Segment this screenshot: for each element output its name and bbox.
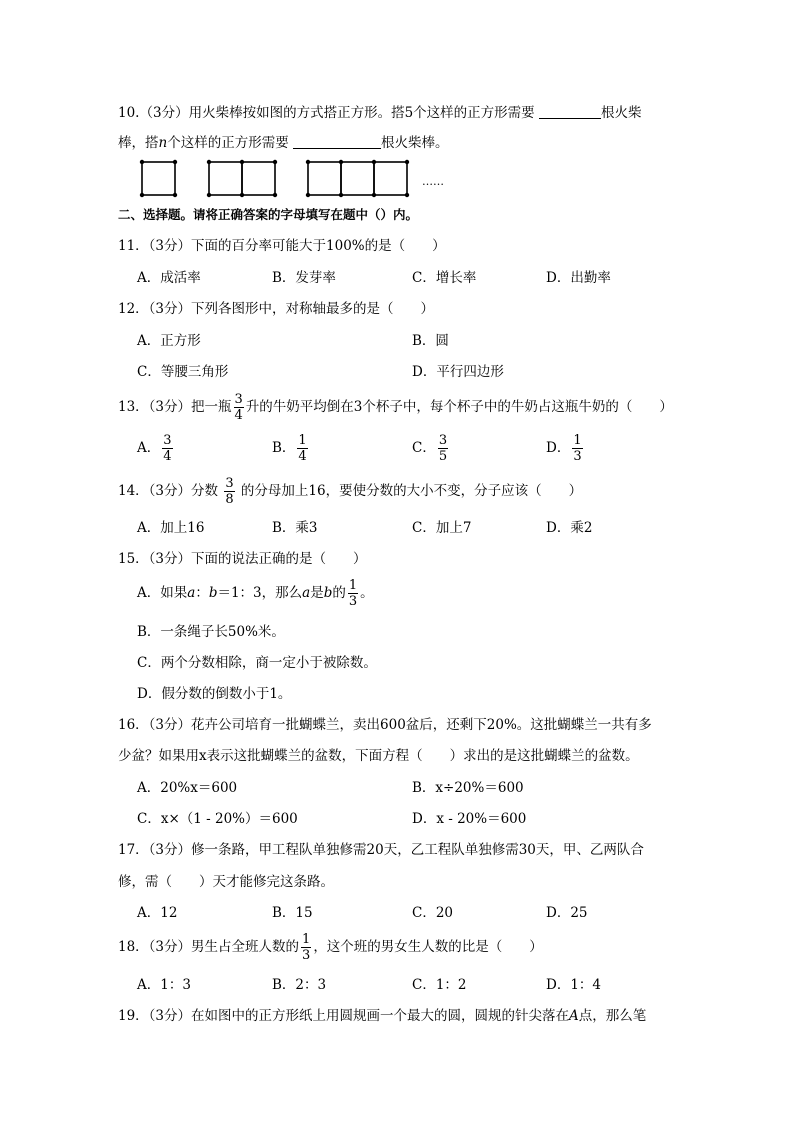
fraction-denominator: 4: [234, 408, 243, 423]
question-11-option-c[interactable]: C．增长率: [412, 270, 477, 286]
fraction-1-3: [348, 579, 358, 608]
question-12-option-b[interactable]: B．圆: [412, 333, 449, 349]
question-12-option-a[interactable]: A．正方形: [137, 333, 201, 349]
point-A-label: A: [569, 1008, 579, 1024]
section-2-heading: 二、选择题。请将正确答案的字母填写在题中（）内。: [118, 207, 419, 222]
matchstick-square-2a: [209, 162, 242, 195]
matchstick-square-1: [142, 162, 175, 195]
option-fraction: [297, 434, 307, 463]
fraction-3-4: [234, 393, 244, 422]
question-18-option-c[interactable]: C．1：2: [412, 977, 467, 993]
question-16-line-2: 少盆？如果用x表示这批蝴蝶兰的盆数，下面方程（ ）求出的是这批蝴蝶兰的盆数。: [118, 748, 639, 764]
option-text: ：: [195, 585, 209, 601]
fraction-denominator: 4: [298, 449, 307, 464]
fraction-numerator: 1: [298, 433, 307, 448]
question-text: 根火柴棒。: [381, 135, 449, 151]
question-text: 用火柴棒按如图的方式搭正方形。搭5个这样的正方形需要: [188, 105, 539, 121]
option-text: ＝1：3，那么: [217, 585, 303, 601]
question-text: 根火柴: [600, 105, 642, 121]
question-10-line-2: [118, 133, 449, 153]
fraction-denominator: 3: [302, 948, 311, 963]
question-13-option-d[interactable]: [546, 433, 585, 463]
question-text: 19．（3分）在如图中的正方形纸上用圆规画一个最大的圆，圆规的针尖落在: [118, 1008, 570, 1024]
option-label: A．: [137, 440, 161, 456]
question-14-option-d[interactable]: D．乘2: [546, 520, 593, 536]
fraction-numerator: 3: [234, 392, 243, 407]
question-text: 点，那么笔: [578, 1008, 647, 1024]
question-13-option-c[interactable]: [412, 433, 450, 463]
question-text: 18．（3分）男生占全班人数的: [118, 939, 300, 955]
matchstick-square-3b: [341, 162, 374, 195]
question-13-stem: [118, 392, 673, 422]
option-label: C．: [412, 440, 436, 456]
question-11-option-b[interactable]: B．发芽率: [272, 270, 336, 286]
variable-b: b: [208, 585, 218, 601]
matchstick-square-3c: [374, 162, 407, 195]
question-16-line-1: 16．（3分）花卉公司培育一批蝴蝶兰，卖出600盆后，还剩下20%。这批蝴蝶兰一共有多: [118, 717, 652, 733]
question-text: 14．（3分）分数: [118, 483, 223, 499]
question-text: 棒，搭: [118, 135, 159, 151]
fraction-denominator: 8: [225, 492, 234, 507]
question-text: ，这个班的男女生人数的比是（ ）: [313, 939, 543, 955]
question-17-option-a[interactable]: A．12: [137, 905, 178, 921]
question-15-option-b[interactable]: B．一条绳子长50%米。: [137, 624, 285, 640]
question-text: 13．（3分）把一瓶: [118, 399, 232, 415]
matchstick-square-3a: [308, 162, 341, 195]
question-number: 10.: [118, 105, 140, 121]
question-text: 的分母加上16，要使分数的大小不变，分子应该（ ）: [236, 483, 583, 499]
question-11-stem: 11．（3分）下面的百分率可能大于100%的是（ ）: [118, 238, 446, 254]
question-18-option-a[interactable]: A．1：3: [137, 977, 191, 993]
fraction-denominator: 4: [163, 449, 172, 464]
option-label: D．: [546, 440, 571, 456]
matchstick-squares-figure: [132, 154, 452, 200]
variable-a: a: [302, 585, 311, 601]
fraction-1-3: [301, 933, 311, 962]
question-13-option-a[interactable]: [137, 433, 175, 463]
question-19-stem: [118, 1006, 646, 1026]
question-text: 升的牛奶平均倒在3个杯子中，每个杯子中的牛奶占这瓶牛奶的（ ）: [245, 399, 673, 415]
fraction-3-8: [224, 477, 234, 506]
question-15-option-c[interactable]: C．两个分数相除，商一定小于被除数。: [137, 655, 377, 671]
question-17-option-b[interactable]: B．15: [272, 905, 313, 921]
question-16-option-c[interactable]: C．x×（1 - 20%）＝600: [137, 811, 298, 827]
question-14-option-b[interactable]: B．乘3: [272, 520, 318, 536]
question-12-option-c[interactable]: C．等腰三角形: [137, 364, 229, 380]
question-17-option-d[interactable]: D．25: [546, 905, 588, 921]
question-text: 个这样的正方形需要: [167, 135, 293, 151]
fraction-denominator: 3: [573, 449, 582, 464]
fraction-numerator: 1: [302, 932, 311, 947]
question-14-option-a[interactable]: A．加上16: [137, 520, 205, 536]
fraction-numerator: 3: [438, 433, 448, 448]
question-17-line-2: 修，需（ ）天才能修完这条路。: [118, 874, 334, 890]
question-15-option-a[interactable]: [137, 578, 374, 608]
question-14-option-c[interactable]: C．加上7: [412, 520, 472, 536]
question-score: （3分）: [139, 105, 189, 121]
question-18-option-b[interactable]: B．2：3: [272, 977, 327, 993]
question-14-stem: [118, 476, 582, 506]
question-11-option-a[interactable]: A．成活率: [137, 270, 201, 286]
fraction-numerator: 3: [163, 433, 172, 448]
question-12-stem: 12．（3分）下列各图形中，对称轴最多的是（ ）: [118, 301, 435, 317]
question-11-option-d[interactable]: D．出勤率: [546, 270, 611, 286]
option-fraction: [438, 434, 448, 463]
question-15-stem: 15．（3分）下面的说法正确的是（ ）: [118, 551, 367, 567]
option-text: A．如果: [137, 585, 188, 601]
option-text: 。: [360, 585, 374, 601]
question-16-option-a[interactable]: A．20%x＝600: [137, 780, 238, 796]
matchstick-square-2b: [242, 162, 275, 195]
question-18-stem: [118, 932, 543, 962]
question-18-option-d[interactable]: D．1：4: [546, 977, 602, 993]
option-text: 是: [310, 585, 324, 601]
fraction-denominator: 3: [348, 594, 358, 609]
question-17-line-1: 17．（3分）修一条路，甲工程队单独修需20天，乙工程队单独修需30天，甲、乙两队合: [118, 842, 644, 858]
fraction-numerator: 1: [573, 433, 582, 448]
figure-ellipsis: ……: [422, 175, 444, 188]
option-text: 的: [332, 585, 346, 601]
question-16-option-b[interactable]: B．x÷20%＝600: [412, 780, 524, 796]
question-15-option-d[interactable]: D．假分数的倒数小于1。: [137, 686, 292, 702]
variable-n: n: [158, 135, 168, 151]
question-12-option-d[interactable]: D．平行四边形: [412, 364, 504, 380]
answer-blank-2[interactable]: [293, 133, 381, 149]
answer-blank-1[interactable]: [539, 103, 601, 119]
option-fraction: [572, 434, 582, 463]
option-label: B．: [272, 440, 296, 456]
fraction-numerator: 1: [348, 578, 358, 593]
question-13-option-b[interactable]: [272, 433, 310, 463]
fraction-denominator: 5: [438, 449, 448, 464]
question-10-line-1: [118, 103, 641, 123]
question-16-option-d[interactable]: D．x - 20%＝600: [412, 811, 527, 827]
fraction-numerator: 3: [225, 476, 234, 491]
option-fraction: [162, 434, 172, 463]
variable-a: a: [187, 585, 196, 601]
variable-b: b: [323, 585, 333, 601]
question-17-option-c[interactable]: C．20: [412, 905, 454, 921]
